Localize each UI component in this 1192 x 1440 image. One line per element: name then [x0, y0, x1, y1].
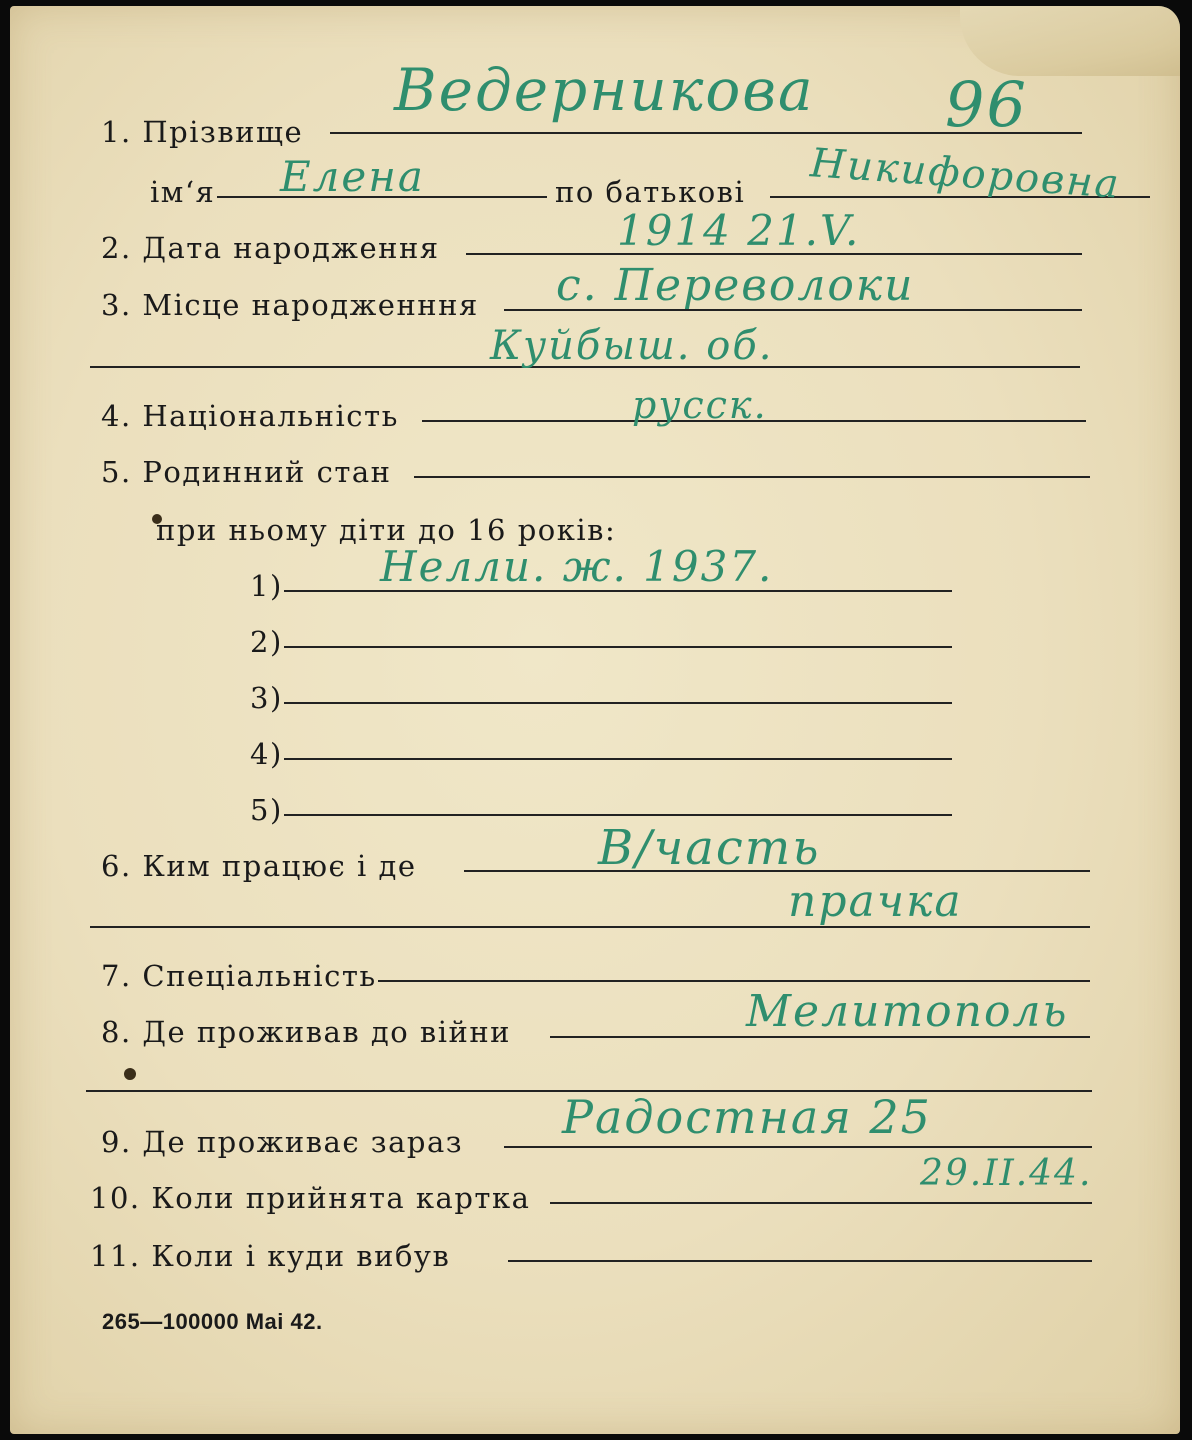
line-child-5: [284, 814, 952, 816]
line-child-3: [284, 702, 952, 704]
label-child-5: 5): [250, 793, 283, 827]
label-departed: 11. Коли і куди вибув: [90, 1239, 451, 1273]
paper-corner: [960, 6, 1180, 76]
label-current-residence: 9. Де проживає зараз: [101, 1125, 464, 1159]
entry-work-1: В/часть: [598, 820, 821, 876]
entry-prewar-residence: Мелитополь: [746, 986, 1069, 1037]
entry-birth-place-1: с. Переволоки: [556, 260, 915, 311]
line-marital-status: [414, 476, 1090, 478]
line-specialty: [378, 980, 1090, 982]
label-nationality: 4. Національність: [101, 399, 399, 433]
entry-current-residence: Радостная 25: [562, 1090, 932, 1144]
label-child-2: 2): [250, 625, 283, 659]
print-imprint: 265—100000 Mai 42.: [102, 1309, 323, 1334]
label-children: при ньому діти до 16 років:: [156, 513, 617, 547]
label-child-1: 1): [250, 569, 283, 603]
line-child-2: [284, 646, 952, 648]
entry-nationality: русск.: [632, 383, 768, 427]
line-child-4: [284, 758, 952, 760]
entry-birth-place-2: Куйбыш. об.: [490, 323, 774, 369]
entry-card-date: 29.II.44.: [920, 1153, 1093, 1194]
label-specialty: 7. Спеціальність: [101, 959, 377, 993]
label-marital-status: 5. Родинний стан: [101, 455, 392, 489]
line-current-residence: [504, 1146, 1092, 1148]
label-work: 6. Ким працює і де: [101, 849, 417, 883]
entry-child-1: Нелли. ж. 1937.: [380, 542, 774, 591]
registration-card: [10, 6, 1180, 1434]
entry-first-name: Елена: [280, 152, 425, 201]
entry-work-2: прачка: [788, 876, 963, 927]
label-birth-place: 3. Місце народженння: [101, 288, 479, 322]
entry-birth-date: 1914 21.V.: [617, 206, 861, 255]
punch-hole: [124, 1068, 136, 1080]
label-surname: 1. Прізвище: [101, 115, 304, 149]
label-card-accepted: 10. Коли прийнята картка: [90, 1181, 531, 1215]
entry-card-number: 96: [945, 68, 1028, 141]
line-card-accepted: [550, 1202, 1092, 1204]
label-birth-date: 2. Дата народження: [101, 231, 440, 265]
label-child-4: 4): [250, 737, 283, 771]
entry-surname: Ведерникова: [394, 56, 815, 124]
label-first-name: ім‘я: [150, 175, 216, 209]
label-prewar-residence: 8. Де проживав до війни: [101, 1015, 511, 1049]
label-child-3: 3): [250, 681, 283, 715]
label-patronymic: по батькові: [555, 175, 746, 209]
line-departed: [508, 1260, 1092, 1262]
entry-patronymic: Никифоровна: [808, 140, 1123, 208]
